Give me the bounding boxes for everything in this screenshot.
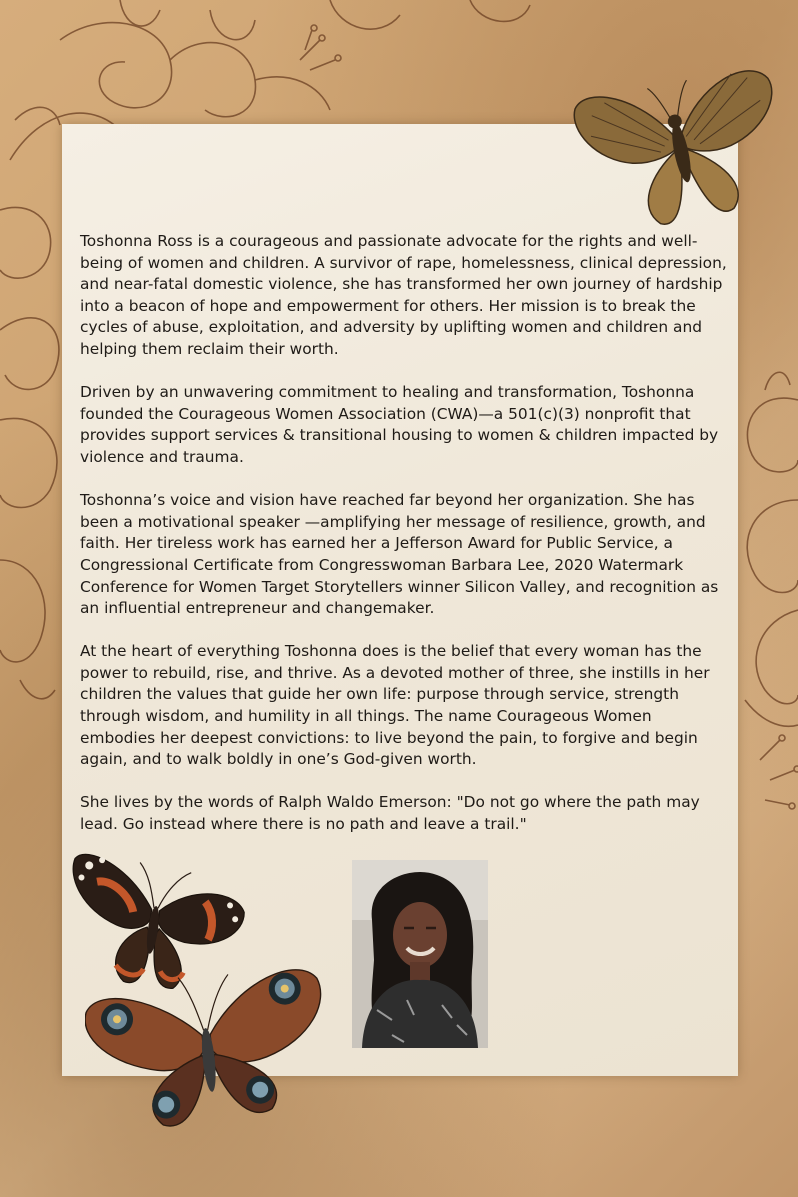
bio-text [80, 231, 730, 857]
bio-paragraph: Driven by an unwavering commitment to healing and transformation, Toshonna founded the Courageous Women Association (CWA)—a 501(c)(3) nonprofit that provides support services & transitional housing to women & children impacted by violence and trauma. [80, 383, 719, 466]
peacock-butterfly-icon [85, 955, 330, 1130]
bio-paragraph: At the heart of everything Toshonna does is the belief that every woman has the power to rebuild, rise, and thrive. As a devoted mother of three, she instills in her children the values that guide her own life: purpose through service, strength through wisdom, and humility in all things. The name Courageous Women embodies her deepest convictions: to live beyond the pain, to forgive and begin again, and to walk boldly in one’s God-given worth. [80, 642, 710, 769]
bio-paragraph: Toshonna’s voice and vision have reached far beyond her organization. She has been a motivational speaker —amplifying her message of resilience, growth, and faith. Her tireless work has earned her a Jefferson Award for Public Service, a Congressional Certificate from Congresswoman Barbara Lee, 2020 Watermark Conference for Women Target Storytellers winner Silicon Valley, and recognition as an influential entrepreneur and changemaker. [80, 491, 719, 618]
quote-paragraph: She lives by the words of Ralph Waldo Emerson: "Do not go where the path may lead. Go instead where there is no path and leave a trail." [80, 793, 700, 834]
moth-icon [570, 58, 790, 233]
portrait-photo [352, 860, 488, 1048]
bio-paragraph: Toshonna Ross is a courageous and passionate advocate for the rights and well-being of women and children. A survivor of rape, homelessness, clinical depression, and near-fatal domestic violence, she has transformed her own journey of hardship into a beacon of hope and empowerment for others. Her mission is to break the cycles of abuse, exploitation, and adversity by uplifting women and children and helping them reclaim their worth. [80, 232, 727, 358]
